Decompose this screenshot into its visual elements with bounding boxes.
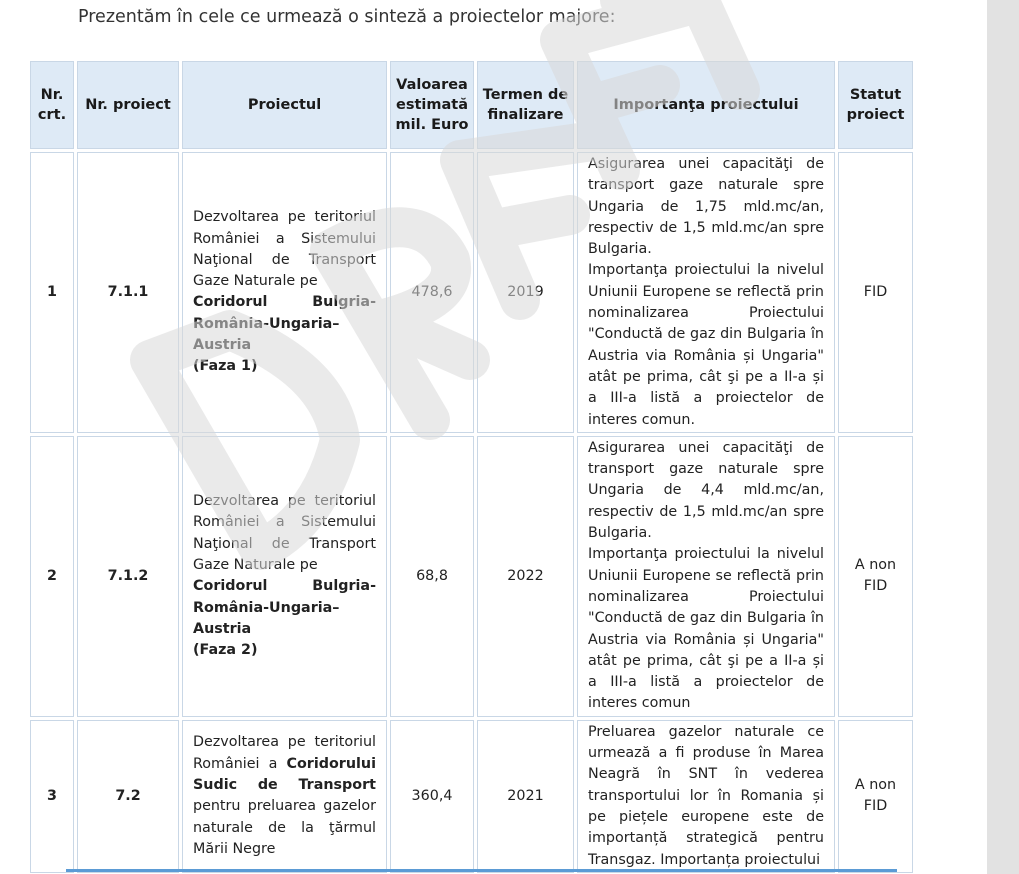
proiect-post: pentru preluarea gazelor naturale de la ţărmul Mării Negre (193, 798, 376, 857)
side-panel (987, 0, 1019, 874)
header-proiectul: Proiectul (182, 61, 387, 149)
proiect-bold: Coridorul Bulgria-România-Ungaria–Austria (193, 294, 376, 354)
proiect-pre: Dezvoltarea pe teritoriul României a (193, 734, 376, 772)
cell-valoare: 360,4 (390, 720, 474, 873)
proiect-text: Dezvoltarea pe teritoriul României a Sistemului Naţional de Transport Gaze Naturale pe (193, 493, 376, 573)
importanta-para-1: Preluarea gazelor naturale ce urmează a fi produse în Marea Neagră în SNT în vederea transportului lor în Romania și pe piețele europene este de importanță strategică pentru Transgaz. Importanța proiectului (588, 723, 824, 868)
cell-nr: 3 (30, 720, 74, 873)
header-valoarea: Valoarea estimată mil. Euro (390, 61, 474, 149)
importanta-para-2: Importanţa proiectului la nivelul Uniunii Europene se reflectă prin nominalizarea Proiectului "Conductă de gaz din Bulgaria în Austria via România și Ungaria" atât pe prima, cât şi pe a II-a și a III-a listă a proiectelor de interes comun (588, 546, 824, 712)
cell-statut: FID (838, 152, 913, 433)
cell-termen: 2019 (477, 152, 574, 433)
cell-statut: A non FID (838, 436, 913, 717)
intro-text: Prezentăm în cele ce urmează o sinteză a proiectelor majore: (78, 7, 616, 27)
proiect-faza: (Faza 2) (193, 642, 258, 659)
proiect-bold: Coridorul Bulgria-România-Ungaria–Austria (193, 578, 376, 637)
cell-importanta (577, 720, 835, 873)
table-row (30, 436, 913, 717)
cell-valoare: 68,8 (390, 436, 474, 717)
bottom-rule (66, 869, 897, 872)
table-row (30, 152, 913, 433)
header-statut: Statut proiect (838, 61, 913, 149)
cell-proiect-nr: 7.2 (77, 720, 179, 873)
cell-termen: 2021 (477, 720, 574, 873)
cell-nr: 1 (30, 152, 74, 433)
proiect-bold: Coridorului Sudic de Transport (193, 755, 376, 793)
table-header-row (30, 61, 913, 149)
proiect-faza: (Faza 1) (193, 358, 258, 375)
projects-table (27, 58, 916, 874)
header-termen: Termen de finalizare (477, 61, 574, 149)
proiect-text: Dezvoltarea pe teritoriul României a Sistemului Naţional de Transport Gaze Naturale pe (193, 209, 376, 290)
header-importanta: Importanţa proiectului (577, 61, 835, 149)
header-nr-crt: Nr. crt. (30, 61, 74, 149)
cell-proiect (182, 436, 387, 717)
cell-termen: 2022 (477, 436, 574, 717)
cell-nr: 2 (30, 436, 74, 717)
importanta-para-1: Asigurarea unei capacităţi de transport gaze naturale spre Ungaria de 4,4 mld.mc/an, respectiv de 1,5 mld.mc/an spre Bulgaria. (588, 439, 824, 542)
importanta-para-1: Asigurarea unei capacităţi de transport gaze naturale spre Ungaria de 1,75 mld.mc/an, respectiv de 1,5 mld.mc/an spre Bulgaria. (588, 156, 824, 258)
importanta-para-2: Importanţa proiectului la nivelul Uniunii Europene se reflectă prin nominalizarea Proiectului "Conductă de gaz din Bulgaria în Austria via România și Ungaria" atât pe prima, cât şi pe a II-a și a III-a listă a proiectelor de interes comun. (588, 262, 824, 428)
header-nr-proiect: Nr. proiect (77, 61, 179, 149)
cell-statut: A non FID (838, 720, 913, 873)
cell-valoare: 478,6 (390, 152, 474, 433)
cell-importanta (577, 436, 835, 717)
cell-proiect-nr: 7.1.1 (77, 152, 179, 433)
cell-proiect-nr: 7.1.2 (77, 436, 179, 717)
cell-proiect (182, 720, 387, 873)
cell-importanta (577, 152, 835, 433)
table-row (30, 720, 913, 873)
cell-proiect (182, 152, 387, 433)
